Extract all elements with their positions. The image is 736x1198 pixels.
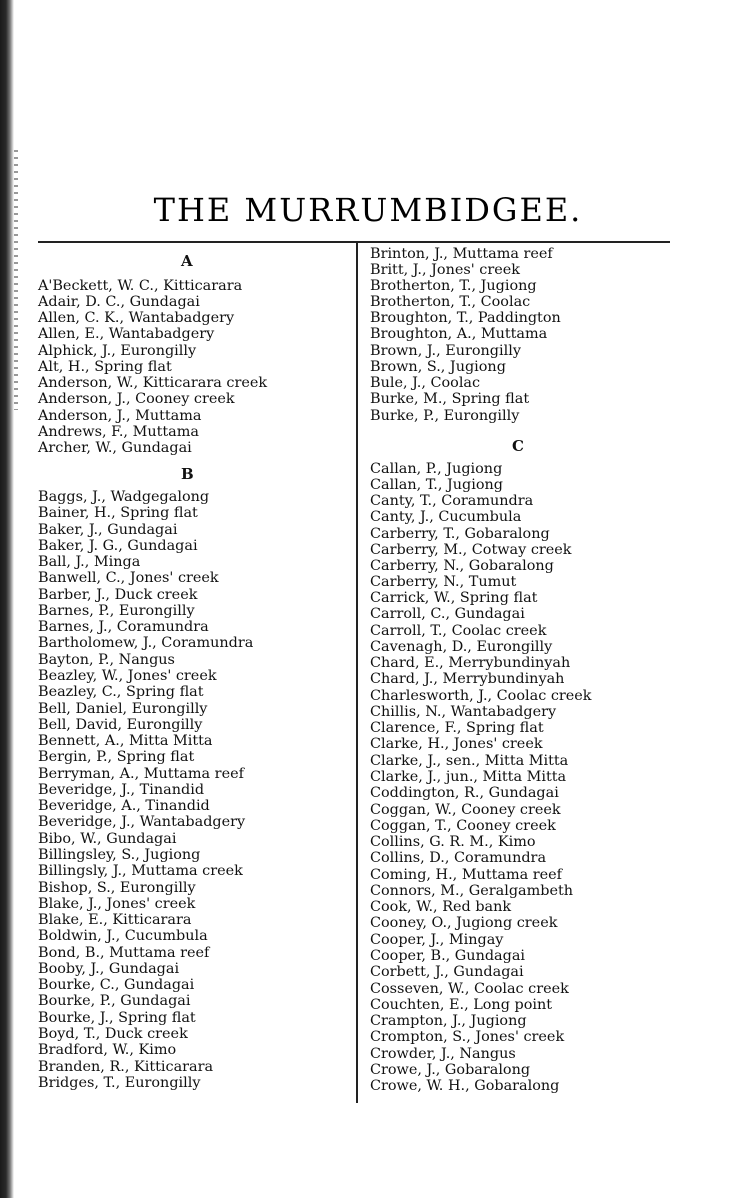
directory-entry: Allen, C. K., Wantabadgery — [38, 310, 235, 326]
directory-entry: A'Beckett, W. C., Kitticarara — [38, 278, 243, 294]
directory-entry: Baker, J. G., Gundagai — [38, 538, 198, 554]
page-binding-edge — [0, 0, 14, 1198]
directory-entry: Coming, H., Muttama reef — [370, 867, 563, 883]
directory-entry: Banwell, C., Jones' creek — [38, 570, 219, 586]
page-title: THE MURRUMBIDGEE. — [153, 191, 583, 230]
column-divider — [356, 241, 358, 1103]
directory-entry: Broughton, T., Paddington — [370, 310, 561, 326]
directory-entry: Brinton, J., Muttama reef — [370, 246, 553, 262]
directory-entry: Bishop, S., Eurongilly — [38, 880, 196, 896]
directory-entry: Crampton, J., Jugiong — [370, 1013, 527, 1029]
directory-entry: Coggan, T., Cooney creek — [370, 818, 556, 834]
directory-entry: Bourke, P., Gundagai — [38, 993, 191, 1009]
directory-entry: Barnes, J., Coramundra — [38, 619, 209, 635]
directory-entry: Beveridge, J., Tinandid — [38, 782, 205, 798]
directory-entry: Booby, J., Gundagai — [38, 961, 180, 977]
directory-entry: Bibo, W., Gundagai — [38, 831, 177, 847]
directory-entry: Clarke, J., jun., Mitta Mitta — [370, 769, 567, 785]
directory-entry: Berryman, A., Muttama reef — [38, 766, 244, 782]
directory-entry: Coddington, R., Gundagai — [370, 785, 559, 801]
directory-entry: Chard, J., Merrybundinyah — [370, 671, 565, 687]
section-letter: C — [512, 437, 524, 455]
directory-entry: Cooney, O., Jugiong creek — [370, 915, 558, 931]
directory-entry: Crowder, J., Nangus — [370, 1046, 516, 1062]
directory-entry: Adair, D. C., Gundagai — [38, 294, 200, 310]
directory-entry: Bule, J., Coolac — [370, 375, 481, 391]
directory-entry: Anderson, J., Muttama — [38, 408, 202, 424]
directory-entry: Collins, D., Coramundra — [370, 850, 547, 866]
section-letter: A — [181, 252, 193, 270]
directory-entry: Boldwin, J., Cucumbula — [38, 928, 208, 944]
directory-entry: Carberry, M., Cotway creek — [370, 542, 572, 558]
directory-entry: Bourke, J., Spring flat — [38, 1010, 196, 1026]
directory-entry: Carrick, W., Spring flat — [370, 590, 538, 606]
directory-entry: Baggs, J., Wadgegalong — [38, 489, 210, 505]
directory-entry: Anderson, J., Cooney creek — [38, 391, 235, 407]
directory-entry: Bell, David, Eurongilly — [38, 717, 203, 733]
directory-entry: Canty, J., Cucumbula — [370, 509, 522, 525]
directory-entry: Brotherton, T., Jugiong — [370, 278, 537, 294]
directory-entry: Bennett, A., Mitta Mitta — [38, 733, 213, 749]
directory-entry: Chillis, N., Wantabadgery — [370, 704, 557, 720]
directory-entry: Bradford, W., Kimo — [38, 1042, 177, 1058]
directory-entry: Bell, Daniel, Eurongilly — [38, 701, 208, 717]
directory-entry: Beveridge, A., Tinandid — [38, 798, 210, 814]
directory-entry: Bartholomew, J., Coramundra — [38, 635, 254, 651]
directory-entry: Bourke, C., Gundagai — [38, 977, 195, 993]
directory-entry: Boyd, T., Duck creek — [38, 1026, 188, 1042]
directory-entry: Carroll, C., Gundagai — [370, 606, 525, 622]
directory-entry: Couchten, E., Long point — [370, 997, 553, 1013]
directory-entry: Blake, E., Kitticarara — [38, 912, 192, 928]
directory-entry: Collins, G. R. M., Kimo — [370, 834, 536, 850]
title-rule — [38, 241, 670, 243]
directory-entry: Billingsly, J., Muttama creek — [38, 863, 243, 879]
directory-entry: Burke, M., Spring flat — [370, 391, 530, 407]
directory-entry: Connors, M., Geralgambeth — [370, 883, 574, 899]
directory-entry: Clarke, J., sen., Mitta Mitta — [370, 753, 569, 769]
directory-entry: Alphick, J., Eurongilly — [38, 343, 197, 359]
directory-entry: Beazley, C., Spring flat — [38, 684, 204, 700]
directory-entry: Cooper, B., Gundagai — [370, 948, 526, 964]
directory-entry: Corbett, J., Gundagai — [370, 964, 524, 980]
directory-entry: Branden, R., Kitticarara — [38, 1059, 214, 1075]
directory-entry: Broughton, A., Muttama — [370, 326, 548, 342]
section-letter: B — [181, 465, 194, 483]
directory-entry: Cosseven, W., Coolac creek — [370, 981, 569, 997]
directory-entry: Burke, P., Eurongilly — [370, 408, 520, 424]
directory-entry: Carberry, N., Tumut — [370, 574, 517, 590]
directory-entry: Crowe, W. H., Gobaralong — [370, 1078, 560, 1094]
directory-entry: Cavenagh, D., Eurongilly — [370, 639, 553, 655]
directory-entry: Barber, J., Duck creek — [38, 587, 198, 603]
directory-entry: Cook, W., Red bank — [370, 899, 512, 915]
directory-entry: Carroll, T., Coolac creek — [370, 623, 547, 639]
directory-entry: Brown, S., Jugiong — [370, 359, 506, 375]
directory-entry: Callan, T., Jugiong — [370, 477, 503, 493]
directory-entry: Britt, J., Jones' creek — [370, 262, 520, 278]
directory-entry: Archer, W., Gundagai — [38, 440, 192, 456]
directory-entry: Canty, T., Coramundra — [370, 493, 534, 509]
directory-entry: Coggan, W., Cooney creek — [370, 802, 561, 818]
directory-entry: Baker, J., Gundagai — [38, 522, 178, 538]
directory-entry: Bergin, P., Spring flat — [38, 749, 195, 765]
directory-entry: Brown, J., Eurongilly — [370, 343, 521, 359]
directory-entry: Bridges, T., Eurongilly — [38, 1075, 201, 1091]
directory-entry: Andrews, F., Muttama — [38, 424, 199, 440]
directory-entry: Anderson, W., Kitticarara creek — [38, 375, 268, 391]
directory-entry: Bayton, P., Nangus — [38, 652, 175, 668]
directory-entry: Cooper, J., Mingay — [370, 932, 504, 948]
directory-entry: Ball, J., Minga — [38, 554, 141, 570]
directory-entry: Carberry, N., Gobaralong — [370, 558, 554, 574]
directory-entry: Crowe, J., Gobaralong — [370, 1062, 531, 1078]
directory-entry: Chard, E., Merrybundinyah — [370, 655, 571, 671]
directory-entry: Beveridge, J., Wantabadgery — [38, 814, 246, 830]
directory-entry: Bond, B., Muttama reef — [38, 945, 210, 961]
directory-entry: Barnes, P., Eurongilly — [38, 603, 195, 619]
directory-entry: Callan, P., Jugiong — [370, 461, 503, 477]
directory-entry: Charlesworth, J., Coolac creek — [370, 688, 592, 704]
directory-entry: Bainer, H., Spring flat — [38, 505, 198, 521]
directory-entry: Beazley, W., Jones' creek — [38, 668, 217, 684]
directory-entry: Crompton, S., Jones' creek — [370, 1029, 565, 1045]
directory-entry: Blake, J., Jones' creek — [38, 896, 196, 912]
directory-entry: Clarke, H., Jones' creek — [370, 736, 543, 752]
directory-entry: Brotherton, T., Coolac — [370, 294, 531, 310]
directory-entry: Carberry, T., Gobaralong — [370, 526, 550, 542]
directory-entry: Alt, H., Spring flat — [38, 359, 172, 375]
directory-entry: Allen, E., Wantabadgery — [38, 326, 215, 342]
directory-entry: Billingsley, S., Jugiong — [38, 847, 201, 863]
directory-entry: Clarence, F., Spring flat — [370, 720, 544, 736]
